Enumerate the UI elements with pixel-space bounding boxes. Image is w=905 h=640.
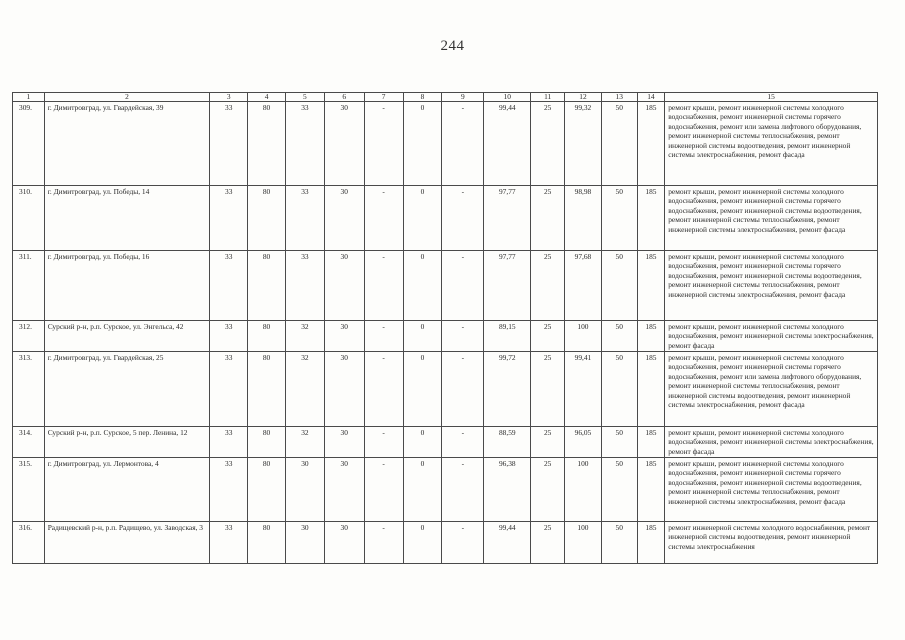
value-cell: 32: [285, 427, 324, 458]
header-cell: 5: [285, 93, 324, 102]
value-cell: 100: [565, 522, 602, 564]
page-number: 244: [440, 38, 465, 54]
value-cell: 100: [565, 321, 602, 352]
address-cell: Радищевский р-н, р.п. Радищево, ул. Заводская, 3: [44, 522, 210, 564]
header-cell: 3: [210, 93, 248, 102]
value-cell: -: [364, 102, 403, 186]
value-cell: -: [442, 458, 484, 522]
row-number: 315.: [13, 458, 45, 522]
value-cell: -: [442, 352, 484, 427]
header-cell: 11: [531, 93, 565, 102]
value-cell: 33: [210, 186, 248, 251]
table-row: [13, 321, 878, 352]
address-cell: г. Димитровград, ул. Лермонтова, 4: [44, 458, 210, 522]
value-cell: 50: [601, 522, 637, 564]
value-cell: 33: [210, 321, 248, 352]
address-cell: г. Димитровград, ул. Победы, 14: [44, 186, 210, 251]
row-number: 310.: [13, 186, 45, 251]
value-cell: 89,15: [484, 321, 531, 352]
row-number: 314.: [13, 427, 45, 458]
value-cell: 185: [637, 458, 665, 522]
value-cell: 33: [210, 522, 248, 564]
value-cell: 30: [324, 186, 364, 251]
value-cell: 185: [637, 522, 665, 564]
value-cell: 30: [324, 427, 364, 458]
value-cell: 30: [285, 522, 324, 564]
table-row: [13, 186, 878, 251]
value-cell: 33: [285, 186, 324, 251]
value-cell: 33: [210, 352, 248, 427]
value-cell: 50: [601, 321, 637, 352]
row-number: 316.: [13, 522, 45, 564]
value-cell: 96,05: [565, 427, 602, 458]
value-cell: -: [442, 102, 484, 186]
header-cell: 4: [248, 93, 286, 102]
value-cell: 97,77: [484, 251, 531, 321]
address-cell: Сурский р-н, р.п. Сурское, 5 пер. Ленина, 12: [44, 427, 210, 458]
value-cell: 25: [531, 427, 565, 458]
value-cell: 50: [601, 427, 637, 458]
value-cell: 185: [637, 186, 665, 251]
header-cell: 15: [665, 93, 878, 102]
value-cell: 80: [248, 427, 286, 458]
header-cell: 13: [601, 93, 637, 102]
value-cell: 25: [531, 522, 565, 564]
row-number: 312.: [13, 321, 45, 352]
value-cell: 80: [248, 102, 286, 186]
header-cell: 6: [324, 93, 364, 102]
works-list-cell: ремонт инженерной системы холодного водоснабжения, ремонт инженерной системы водоотведения, ремонт инженерной системы электроснабжения: [665, 522, 878, 564]
value-cell: 0: [403, 186, 442, 251]
table-row: [13, 251, 878, 321]
value-cell: 185: [637, 427, 665, 458]
value-cell: 30: [324, 102, 364, 186]
row-number: 309.: [13, 102, 45, 186]
value-cell: 80: [248, 186, 286, 251]
value-cell: 185: [637, 321, 665, 352]
column-number-header-row: [13, 93, 878, 102]
value-cell: 185: [637, 251, 665, 321]
value-cell: 88,59: [484, 427, 531, 458]
value-cell: 0: [403, 251, 442, 321]
value-cell: -: [364, 251, 403, 321]
header-cell: 9: [442, 93, 484, 102]
table-row: [13, 458, 878, 522]
value-cell: 30: [324, 458, 364, 522]
works-list-cell: ремонт крыши, ремонт инженерной системы холодного водоснабжения, ремонт инженерной системы горячего водоснабжения, ремонт или замена лифтового оборудования, ремонт инженерной системы теплоснабжения, ремонт инженерной системы водоотведения, ремонт инженерной системы электроснабжения, ремонт фасада: [665, 352, 878, 427]
value-cell: -: [442, 427, 484, 458]
header-cell: 1: [13, 93, 45, 102]
value-cell: 0: [403, 522, 442, 564]
value-cell: -: [364, 427, 403, 458]
value-cell: 185: [637, 352, 665, 427]
value-cell: 32: [285, 352, 324, 427]
table-row: [13, 427, 878, 458]
header-cell: 7: [364, 93, 403, 102]
header-cell: 10: [484, 93, 531, 102]
value-cell: 30: [324, 522, 364, 564]
value-cell: 97,68: [565, 251, 602, 321]
value-cell: 99,32: [565, 102, 602, 186]
address-cell: г. Димитровград, ул. Гвардейская, 39: [44, 102, 210, 186]
value-cell: 80: [248, 458, 286, 522]
value-cell: 0: [403, 458, 442, 522]
works-list-cell: ремонт крыши, ремонт инженерной системы холодного водоснабжения, ремонт инженерной системы электроснабжения, ремонт фасада: [665, 321, 878, 352]
value-cell: -: [364, 186, 403, 251]
value-cell: -: [364, 352, 403, 427]
value-cell: 50: [601, 352, 637, 427]
value-cell: 99,44: [484, 102, 531, 186]
address-cell: Сурский р-н, р.п. Сурское, ул. Энгельса, 42: [44, 321, 210, 352]
value-cell: 25: [531, 102, 565, 186]
value-cell: 100: [565, 458, 602, 522]
works-list-cell: ремонт крыши, ремонт инженерной системы холодного водоснабжения, ремонт инженерной системы горячего водоснабжения, ремонт или замена лифтового оборудования, ремонт инженерной системы теплоснабжения, ремонт инженерной системы водоотведения, ремонт инженерной системы электроснабжения, ремонт фасада: [665, 102, 878, 186]
works-list-cell: ремонт крыши, ремонт инженерной системы холодного водоснабжения, ремонт инженерной системы горячего водоснабжения, ремонт инженерной системы водоотведения, ремонт инженерной системы теплоснабжения, ремонт инженерной системы электроснабжения, ремонт фасада: [665, 186, 878, 251]
housing-register-table: [12, 92, 878, 564]
value-cell: 50: [601, 458, 637, 522]
value-cell: 25: [531, 251, 565, 321]
value-cell: 33: [285, 251, 324, 321]
value-cell: 99,72: [484, 352, 531, 427]
value-cell: -: [364, 522, 403, 564]
value-cell: 25: [531, 186, 565, 251]
value-cell: -: [442, 251, 484, 321]
value-cell: 99,44: [484, 522, 531, 564]
works-list-cell: ремонт крыши, ремонт инженерной системы холодного водоснабжения, ремонт инженерной системы электроснабжения, ремонт фасада: [665, 427, 878, 458]
value-cell: 80: [248, 352, 286, 427]
works-list-cell: ремонт крыши, ремонт инженерной системы холодного водоснабжения, ремонт инженерной системы горячего водоснабжения, ремонт инженерной системы водоотведения, ремонт инженерной системы теплоснабжения, ремонт инженерной системы электроснабжения, ремонт фасада: [665, 251, 878, 321]
value-cell: 33: [210, 102, 248, 186]
value-cell: 25: [531, 352, 565, 427]
value-cell: 0: [403, 352, 442, 427]
value-cell: 80: [248, 321, 286, 352]
value-cell: 30: [324, 251, 364, 321]
value-cell: 80: [248, 522, 286, 564]
value-cell: 32: [285, 321, 324, 352]
table-row: [13, 352, 878, 427]
table-row: [13, 522, 878, 564]
value-cell: 25: [531, 321, 565, 352]
value-cell: 99,41: [565, 352, 602, 427]
value-cell: 97,77: [484, 186, 531, 251]
value-cell: 50: [601, 186, 637, 251]
value-cell: 30: [324, 352, 364, 427]
address-cell: г. Димитровград, ул. Гвардейская, 25: [44, 352, 210, 427]
value-cell: 33: [210, 458, 248, 522]
address-cell: г. Димитровград, ул. Победы, 16: [44, 251, 210, 321]
value-cell: -: [442, 186, 484, 251]
works-list-cell: ремонт крыши, ремонт инженерной системы холодного водоснабжения, ремонт инженерной системы горячего водоснабжения, ремонт инженерной системы водоотведения, ремонт инженерной системы теплоснабжения, ремонт инженерной системы электроснабжения, ремонт фасада: [665, 458, 878, 522]
value-cell: 98,98: [565, 186, 602, 251]
value-cell: -: [442, 522, 484, 564]
value-cell: -: [364, 458, 403, 522]
header-cell: 14: [637, 93, 665, 102]
header-cell: 2: [44, 93, 210, 102]
value-cell: 185: [637, 102, 665, 186]
value-cell: -: [364, 321, 403, 352]
value-cell: 0: [403, 102, 442, 186]
value-cell: 30: [324, 321, 364, 352]
row-number: 313.: [13, 352, 45, 427]
value-cell: 80: [248, 251, 286, 321]
value-cell: 0: [403, 321, 442, 352]
value-cell: 30: [285, 458, 324, 522]
header-cell: 12: [565, 93, 602, 102]
value-cell: 25: [531, 458, 565, 522]
table-row: [13, 102, 878, 186]
row-number: 311.: [13, 251, 45, 321]
value-cell: 50: [601, 251, 637, 321]
value-cell: 33: [285, 102, 324, 186]
value-cell: 33: [210, 427, 248, 458]
value-cell: -: [442, 321, 484, 352]
header-cell: 8: [403, 93, 442, 102]
value-cell: 50: [601, 102, 637, 186]
value-cell: 33: [210, 251, 248, 321]
value-cell: 96,38: [484, 458, 531, 522]
value-cell: 0: [403, 427, 442, 458]
